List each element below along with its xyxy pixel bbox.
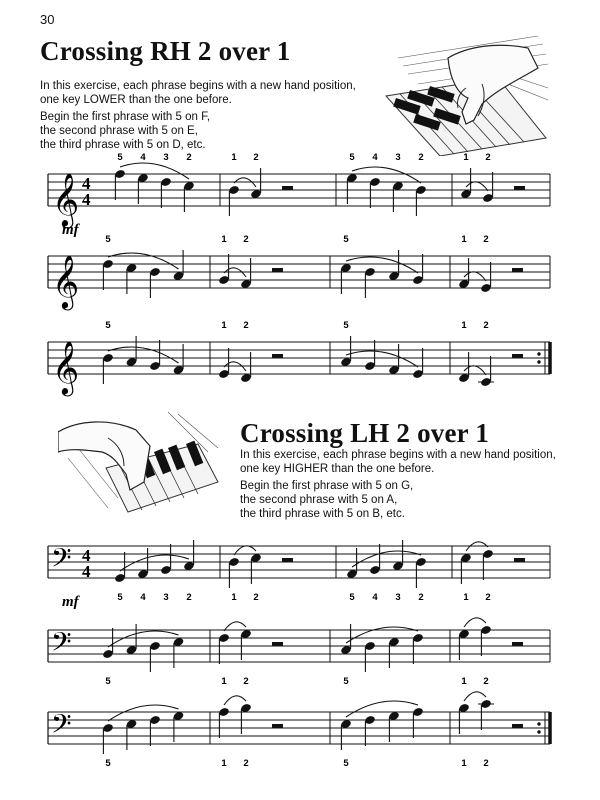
- repeat-dot: [537, 722, 540, 725]
- half-rest: [512, 724, 523, 728]
- fingering-number: 2: [483, 320, 489, 331]
- phrase-slur: [224, 696, 246, 705]
- fingering-number: 3: [163, 152, 169, 163]
- bass-clef: 𝄢: [51, 542, 72, 580]
- time-signature-top: 4: [82, 174, 91, 193]
- fingering-number: 2: [186, 152, 192, 163]
- half-rest: [272, 268, 283, 272]
- rh-intro: [40, 79, 356, 107]
- phrase-slur: [108, 253, 179, 269]
- fingering-number: 2: [243, 320, 249, 331]
- rh-staff-system-1: [40, 150, 560, 238]
- fingering-number: 5: [105, 758, 111, 769]
- fingering-number: 2: [418, 152, 424, 163]
- fingering-number: 1: [461, 320, 467, 331]
- rh-instruction-line: Begin the first phrase with 5 on F,: [40, 111, 211, 123]
- fingering-number: 1: [221, 758, 227, 769]
- rh-instructions: [40, 110, 210, 152]
- half-rest: [512, 268, 523, 272]
- half-rest: [514, 186, 525, 190]
- phrase-slur: [346, 701, 418, 717]
- fingering-number: 1: [231, 152, 237, 163]
- fingering-number: 5: [117, 592, 123, 603]
- treble-clef: 𝄞: [52, 172, 80, 226]
- fingering-number: 2: [483, 676, 489, 687]
- time-signature-bottom: 4: [82, 190, 91, 209]
- fingering-number: 2: [485, 592, 491, 603]
- rh-section-title: Crossing RH 2 over 1: [40, 36, 291, 66]
- lh-instruction-line: the second phrase with 5 on A,: [240, 494, 398, 506]
- fingering-number: 4: [140, 592, 146, 603]
- phrase-slur: [346, 351, 418, 367]
- half-rest: [272, 642, 283, 646]
- fingering-number: 2: [186, 592, 192, 603]
- repeat-dot: [537, 352, 540, 355]
- time-signature-bottom: 4: [82, 562, 91, 581]
- fingering-number: 5: [343, 676, 349, 687]
- fingering-number: 1: [463, 152, 469, 163]
- fingering-number: 4: [140, 152, 146, 163]
- phrase-slur: [352, 167, 421, 183]
- fingering-number: 1: [221, 320, 227, 331]
- half-rest: [512, 642, 523, 646]
- fingering-number: 5: [343, 758, 349, 769]
- half-rest: [282, 558, 293, 562]
- half-rest: [512, 354, 523, 358]
- fingering-number: 1: [461, 676, 467, 687]
- fingering-number: 2: [418, 592, 424, 603]
- fingering-number: 2: [253, 152, 259, 163]
- fingering-number: 2: [253, 592, 259, 603]
- fingering-number: 5: [349, 152, 355, 163]
- fingering-number: 5: [117, 152, 123, 163]
- fingering-number: 2: [485, 152, 491, 163]
- treble-clef: 𝄞: [52, 340, 80, 394]
- lh-instruction-line: the third phrase with 5 on B, etc.: [240, 508, 405, 520]
- rh-hand-illustration: [378, 28, 550, 156]
- rh-staff-system-2: [40, 232, 560, 312]
- fingering-number: 2: [483, 758, 489, 769]
- phrase-slur: [352, 551, 421, 567]
- repeat-dot: [537, 730, 540, 733]
- fingering-number: 1: [221, 234, 227, 245]
- phrase-slur: [108, 347, 179, 363]
- lh-intro-line: one key HIGHER than the one before.: [240, 463, 435, 475]
- phrase-slur: [346, 257, 418, 273]
- fingering-number: 3: [395, 152, 401, 163]
- fingering-number: 4: [372, 152, 378, 163]
- lh-section-title: Crossing LH 2 over 1: [240, 418, 490, 448]
- fingering-number: 1: [461, 234, 467, 245]
- fingering-number: 3: [163, 592, 169, 603]
- lh-intro-line: In this exercise, each phrase begins with a new hand position,: [240, 449, 556, 461]
- phrase-slur: [464, 692, 486, 701]
- half-rest: [272, 354, 283, 358]
- dynamic-marking: mf: [62, 222, 79, 238]
- fingering-number: 4: [372, 592, 378, 603]
- fingering-number: 5: [105, 234, 111, 245]
- fingering-number: 2: [243, 676, 249, 687]
- phrase-slur: [464, 618, 486, 627]
- dynamic-marking: mf: [62, 594, 79, 610]
- repeat-dot: [537, 360, 540, 363]
- rh-instruction-line: the third phrase with 5 on D, etc.: [40, 139, 206, 151]
- rh-intro-line: In this exercise, each phrase begins with a new hand position,: [40, 80, 356, 92]
- bass-clef: 𝄢: [51, 626, 72, 664]
- lh-staff-system-3: [40, 694, 560, 780]
- fingering-number: 1: [221, 676, 227, 687]
- fingering-number: 5: [343, 234, 349, 245]
- half-rest: [282, 186, 293, 190]
- lh-staff-system-1: [40, 528, 560, 614]
- fingering-number: 1: [461, 758, 467, 769]
- fingering-number: 2: [483, 234, 489, 245]
- half-rest: [272, 724, 283, 728]
- phrase-slur: [120, 555, 189, 571]
- fingering-number: 2: [243, 234, 249, 245]
- lh-hand-illustration: [58, 408, 224, 520]
- bass-clef: 𝄢: [51, 708, 72, 746]
- phrase-slur: [120, 163, 189, 179]
- lh-intro: [240, 448, 556, 476]
- fingering-number: 1: [231, 592, 237, 603]
- fingering-number: 5: [343, 320, 349, 331]
- fingering-number: 5: [349, 592, 355, 603]
- time-signature-top: 4: [82, 546, 91, 565]
- page-number: 30: [40, 12, 55, 27]
- lh-instructions: [240, 479, 413, 521]
- fingering-number: 5: [105, 320, 111, 331]
- lh-instruction-line: Begin the first phrase with 5 on G,: [240, 480, 414, 492]
- phrase-slur: [108, 631, 179, 647]
- rh-staff-system-3: [40, 318, 560, 398]
- fingering-number: 5: [105, 676, 111, 687]
- rh-instruction-line: the second phrase with 5 on E,: [40, 125, 198, 137]
- fingering-number: 1: [463, 592, 469, 603]
- lh-staff-system-2: [40, 612, 560, 698]
- phrase-slur: [346, 627, 418, 643]
- treble-clef: 𝄞: [52, 254, 80, 308]
- rh-intro-line: one key LOWER than the one before.: [40, 94, 232, 106]
- half-rest: [514, 558, 525, 562]
- fingering-number: 2: [243, 758, 249, 769]
- fingering-number: 3: [395, 592, 401, 603]
- phrase-slur: [108, 705, 179, 721]
